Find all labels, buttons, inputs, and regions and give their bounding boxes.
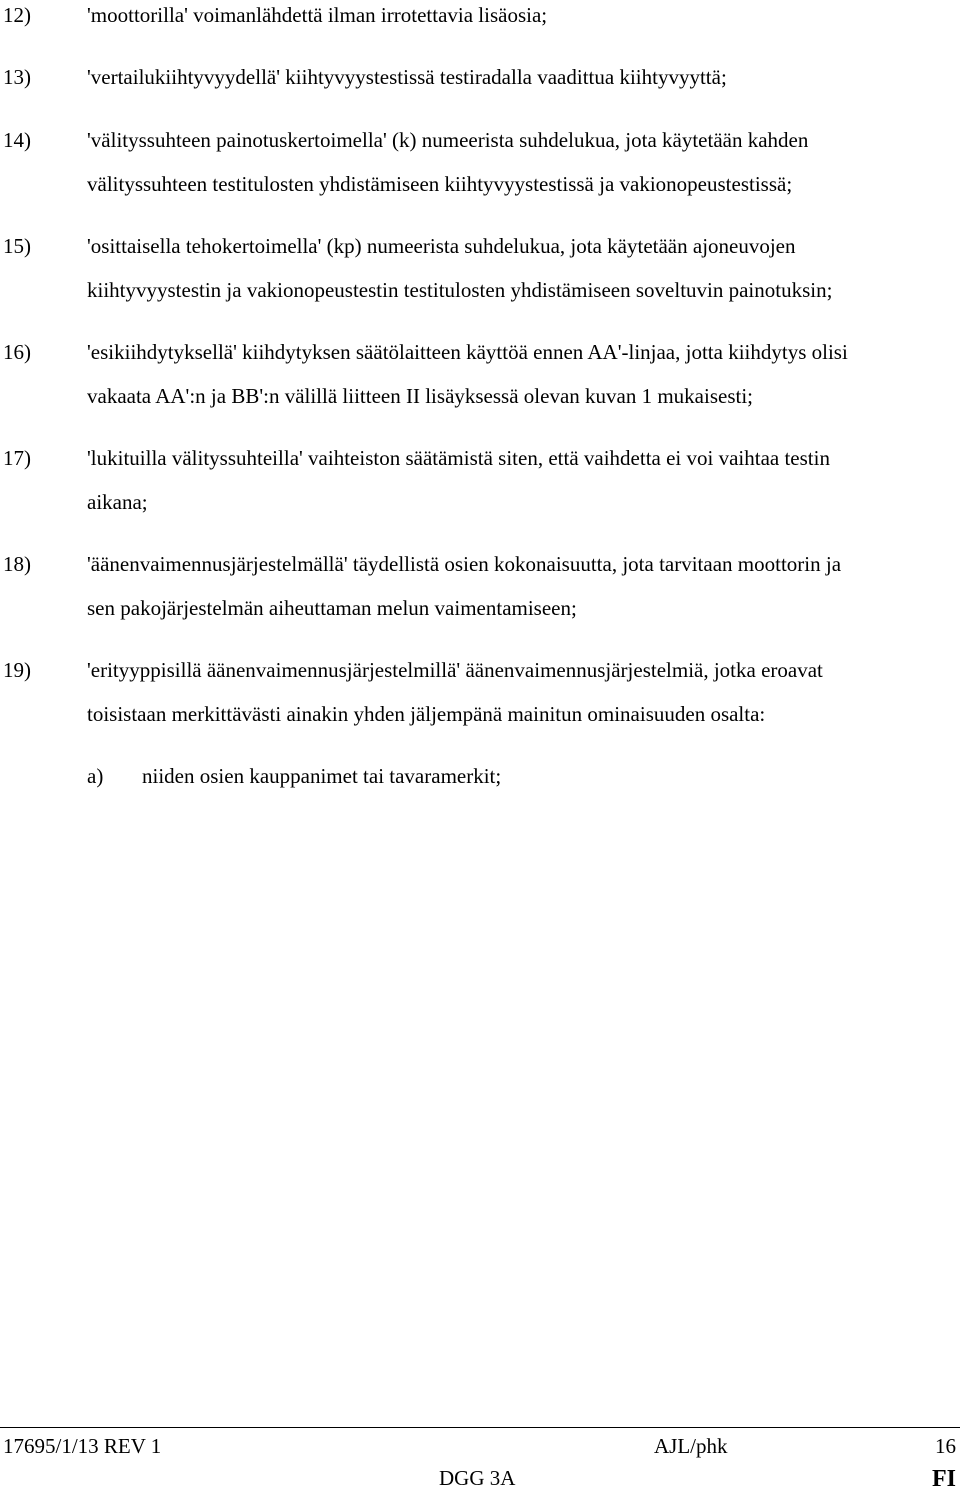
definition-text: aikana;	[87, 490, 148, 514]
footer-department: DGG 3A	[439, 1466, 516, 1490]
definition-text: 'osittaisella tehokertoimella' (kp) numeerista suhdelukua, jota käytetään ajoneuvojen	[87, 234, 796, 258]
subitem-text: niiden osien kauppanimet tai tavaramerkit;	[142, 764, 502, 788]
subitem-label: a)	[87, 764, 104, 788]
definition-number: 16)	[3, 340, 31, 364]
definition-number: 13)	[3, 65, 31, 89]
definition-text: 'välityssuhteen painotuskertoimella' (k) numeerista suhdelukua, jota käytetään kahden	[87, 128, 809, 152]
definition-text: sen pakojärjestelmän aiheuttaman melun vaimentamiseen;	[87, 596, 577, 620]
definition-text: 'äänenvaimennusjärjestelmällä' täydellistä osien kokonaisuutta, jota tarvitaan moottorin ja	[87, 552, 842, 576]
definition-text: 'erityyppisillä äänenvaimennusjärjestelmillä' äänenvaimennusjärjestelmiä, jotka eroavat	[87, 658, 823, 682]
definition-text: vakaata AA':n ja BB':n välillä liitteen II lisäyksessä olevan kuvan 1 mukaisesti;	[87, 384, 754, 408]
definition-text: 'esikiihdytyksellä' kiihdytyksen säätölaitteen käyttöä ennen AA'-linjaa, jotta kiihdytys olisi	[87, 340, 848, 364]
definition-number: 12)	[3, 3, 31, 27]
footer-initials: AJL/phk	[654, 1434, 728, 1458]
footer-document-reference: 17695/1/13 REV 1	[3, 1434, 162, 1458]
definition-number: 19)	[3, 658, 31, 682]
definition-text: kiihtyvyystestin ja vakionopeustestin testitulosten yhdistämiseen soveltuvin painotuksin;	[87, 278, 833, 302]
definition-number: 14)	[3, 128, 31, 152]
definition-text: 'moottorilla' voimanlähdettä ilman irrotettavia lisäosia;	[87, 3, 548, 27]
footer-language-code: FI	[932, 1466, 956, 1492]
definition-text: toisistaan merkittävästi ainakin yhden jäljempänä mainitun ominaisuuden osalta:	[87, 702, 766, 726]
definition-text: 'vertailukiihtyvyydellä' kiihtyvyystestissä testiradalla vaadittua kiihtyvyyttä;	[87, 65, 727, 89]
definition-number: 18)	[3, 552, 31, 576]
footer-divider	[0, 1427, 960, 1428]
definition-text: välityssuhteen testitulosten yhdistämiseen kiihtyvyystestissä ja vakionopeustestissä;	[87, 172, 793, 196]
definition-text: 'lukituilla välityssuhteilla' vaihteiston säätämistä siten, että vaihdetta ei voi vaihtaa testin	[87, 446, 830, 470]
footer-page-number: 16	[935, 1434, 956, 1458]
definition-number: 15)	[3, 234, 31, 258]
definition-number: 17)	[3, 446, 31, 470]
